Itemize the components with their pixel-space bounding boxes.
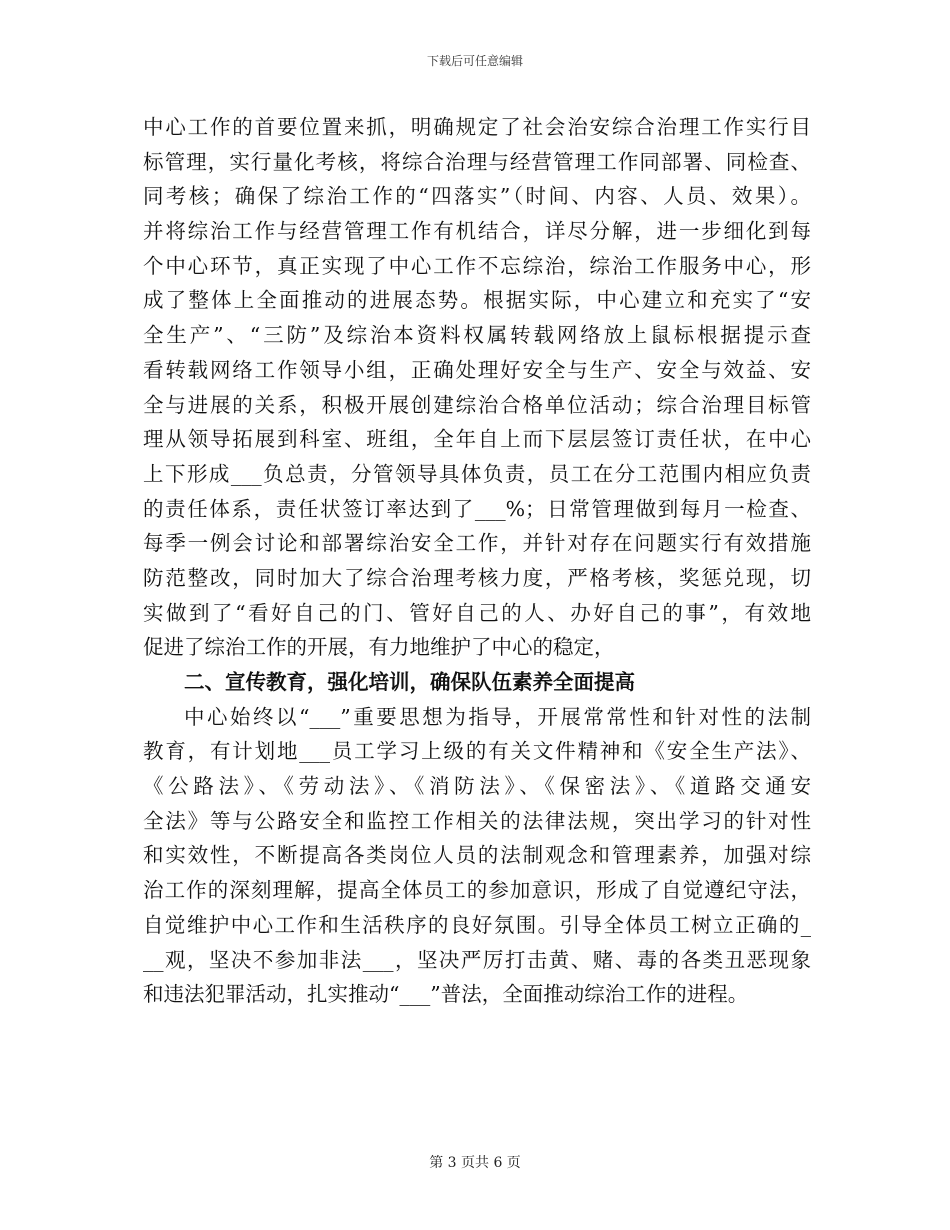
paragraph-2-line: 《公路法》、《劳动法》、《消防法》、《保密法》、《道路交通安 — [143, 774, 811, 799]
paragraph-2-line: 自觉维护中心工作和生活秩序的良好氛围。引导全体员工树立正确的_ — [143, 912, 811, 937]
paragraph-2-line: 全法》等与公路安全和监控工作相关的法律法规，突出学习的针对性 — [143, 808, 811, 833]
paragraph-1-line: 中心工作的首要位置来抓，明确规定了社会治安综合治理工作实行目 — [143, 115, 811, 139]
paragraph-2-line: 教育，有计划地___员工学习上级的有关文件精神和《安全生产法》、 — [143, 739, 811, 764]
paragraph-1-line: 看转载网络工作领导小组，正确处理好安全与生产、安全与效益、安 — [143, 357, 811, 382]
paragraph-1-line: 个中心环节，真正实现了中心工作不忘综治，综治工作服务中心，形 — [143, 253, 811, 278]
paragraph-2-line: 中心始终以“___”重要思想为指导，开展常常性和针对性的法制 — [184, 704, 811, 729]
paragraph-2-line: 治工作的深刻理解，提高全体员工的参加意识，形成了自觉遵纪守法， — [143, 878, 811, 903]
paragraph-1-line: 并将综治工作与经营管理工作有机结合，详尽分解，进一步细化到每 — [143, 219, 811, 244]
document-body — [143, 110, 811, 1012]
paragraph-1-line: 标管理，实行量化考核，将综合治理与经营管理工作同部署、同检查、 — [143, 149, 811, 174]
section-heading: 二、宣传教育，强化培训，确保队伍素养全面提高 — [184, 670, 635, 694]
paragraph-2-line: 和违法犯罪活动，扎实推动“___”普法，全面推动综治工作的进程。 — [143, 982, 749, 1007]
paragraph-1-line: 同考核；确保了综治工作的“四落实”（时间、内容、人员、效果）。 — [143, 184, 811, 209]
page-header-note: 下载后可任意编辑 — [426, 54, 523, 68]
paragraph-1-line: 全生产”、“三防”及综治本资料权属转载网络放上鼠标根据提示查 — [143, 323, 811, 348]
paragraph-1-line: 上下形成___负总责，分管领导具体负责，员工在分工范围内相应负责 — [143, 461, 811, 486]
paragraph-1-line: 全与进展的关系，积极开展创建综治合格单位活动；综合治理目标管 — [143, 392, 811, 417]
paragraph-1-line: 理从领导拓展到科室、班组，全年自上而下层层签订责任状，在中心 — [143, 427, 811, 452]
paragraph-1-line: 的责任体系，责任状签订率达到了___%；日常管理做到每月一检查、 — [143, 496, 811, 521]
paragraph-1-line: 成了整体上全面推动的进展态势。根据实际，中心建立和充实了“安 — [143, 288, 811, 313]
page-number: 第 3 页共 6 页 — [429, 1155, 521, 1171]
paragraph-1-line: 实做到了“看好自己的门、管好自己的人、办好自己的事”，有效地 — [143, 600, 811, 625]
paragraph-1-line: 每季一例会讨论和部署综治安全工作，并针对存在问题实行有效措施 — [143, 531, 811, 556]
paragraph-1-line: 促进了综治工作的开展，有力地维护了中心的稳定， — [143, 635, 615, 660]
paragraph-2-line: __观，坚决不参加非法___，坚决严厉打击黄、赌、毒的各类丑恶现象 — [143, 947, 811, 972]
paragraph-2-line: 和实效性，不断提高各类岗位人员的法制观念和管理素养，加强对综 — [143, 843, 811, 868]
paragraph-1-line: 防范整改，同时加大了综合治理考核力度，严格考核，奖惩兑现，切 — [143, 565, 811, 590]
